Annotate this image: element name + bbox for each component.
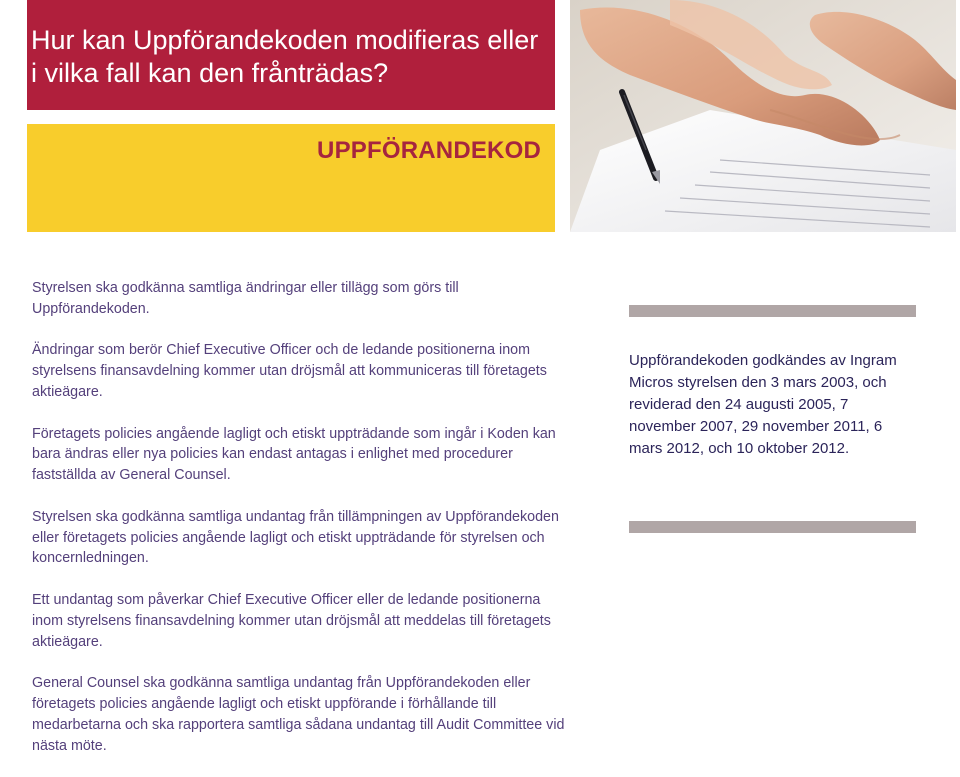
paragraph-general-counsel: General Counsel ska godkänna samtliga undantag från Uppförandekoden eller företagets policies angående lagligt och etiskt uppförande i förhållande till medarbetarna och ska rapportera samtliga sådana undantag till Audit Committee vid nästa möte.	[32, 675, 565, 754]
sidebar-bottom-rule	[629, 521, 916, 533]
sidebar-note: Uppförandekoden godkändes av Ingram Micros styrelsen den 3 mars 2003, och reviderad den 24 augusti 2005, 7 november 2007, 29 november 2011, 6 mars 2012, och 10 oktober 2012.	[629, 352, 897, 457]
paragraph-waiver-disclosure: Ett undantag som påverkar Chief Executive Officer eller de ledande positionerna inom styrelsens finansavdelning kommer utan dröjsmål att meddelas till företagets aktieägare.	[32, 591, 551, 650]
section-label: UPPFÖRANDEKOD	[317, 137, 541, 164]
sidebar-top-rule	[629, 305, 916, 317]
page-title: Hur kan Uppförandekoden modifieras eller i vilka fall kan den frånträdas?	[31, 25, 539, 88]
paragraph-changes-approval: Styrelsen ska godkänna samtliga ändringar eller tillägg som görs till Uppförandekoden.	[32, 280, 459, 317]
paragraph-changes-communication: Ändringar som berör Chief Executive Officer och de ledande positionerna inom styrelsens finansavdelning kommer utan dröjsmål att kommuniceras till företagets aktieägare.	[32, 342, 547, 400]
paragraph-policy-changes: Företagets policies angående lagligt och etiskt uppträdande som ingår i Koden kan bara ändras eller nya policies kan endast antagas i enlighet med procedurer fastställda av General Counsel.	[32, 425, 556, 484]
section-banner	[27, 124, 555, 232]
paragraph-waiver-approval: Styrelsen ska godkänna samtliga undantag från tillämpningen av Uppförandekoden eller företagets policies angående lagligt och etiskt uppträdande för styrelsen och koncernledningen.	[32, 508, 559, 567]
body-text	[32, 278, 572, 777]
hand-with-pen-signing-document-image	[570, 0, 956, 232]
